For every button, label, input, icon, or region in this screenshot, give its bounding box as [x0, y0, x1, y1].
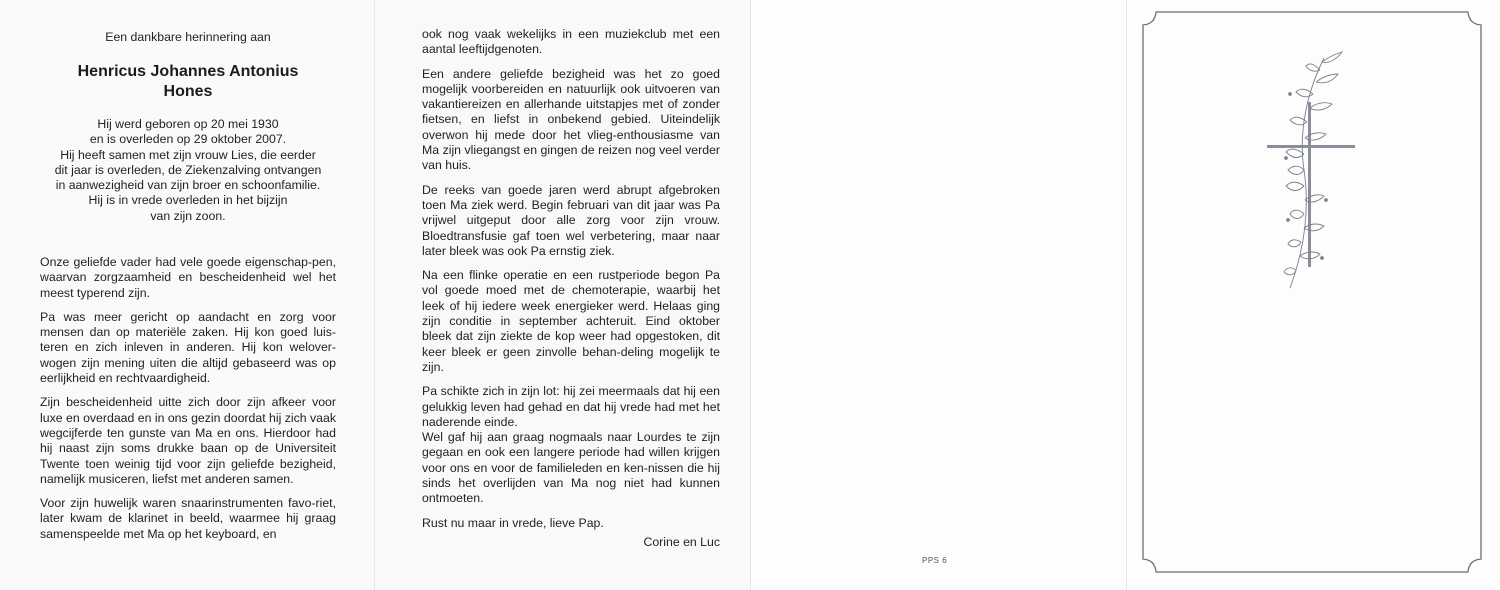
text-column-right: [422, 27, 720, 540]
bio-line: Hij heeft samen met zijn vrouw Lies, die eerder: [60, 147, 316, 162]
cross-with-palm-branch-icon: [1264, 50, 1359, 295]
paragraph: ook nog vaak wekelijks in een muziekclub met een aantal leeftijdgenoten.: [422, 27, 720, 57]
paragraph: Rust nu maar in vrede, lieve Pap.: [422, 515, 604, 530]
bio-line: in aanwezigheid van zijn broer en schoonfamilie.: [55, 178, 321, 193]
paragraph: Na een flinke operatie en een rustperiode begon Pa vol goede moed met de chemoterapie, waarbij het leek of hij iedere week energieker werd. Helaas ging zijn conditie in september achteruit. Eind oktober bleek dat zijn ziekte de kop weer had opgestoken, dit keer bleek er geen zinvolle behan-deling mogelijk te zijn.: [422, 268, 720, 374]
fold-line: [1126, 0, 1127, 590]
text-column-left: [40, 255, 336, 551]
name-line-1: Henricus Johannes Antonius: [77, 63, 299, 80]
fold-line: [750, 0, 751, 590]
name-line-2: Hones: [163, 83, 213, 100]
paragraph: Zijn bescheidenheid uitte zich door zijn afkeer voor luxe en overdaad en in ons gezin doordat hij zich vaak wegcijferde ten gunste van Ma en ons. Hierdoor had hij naast zijn soms drukke baan op de Universiteit Twente toen weinig tijd voor zijn geliefde bezigheid, namelijk musiceren, liefst met anderen samen.: [40, 395, 337, 486]
biography: [40, 117, 336, 224]
card-page-2: [374, 0, 750, 590]
bio-line: dit jaar is overleden, de Ziekenzalving ontvangen: [54, 162, 322, 177]
card-page-3: [750, 0, 1126, 590]
bio-line: van zijn zoon.: [150, 208, 226, 223]
fold-line: [374, 0, 375, 590]
paragraph: Een andere geliefde bezigheid was het zo goed mogelijk voorbereiden en natuurlijk ook uitvoeren van vakantiereizen en allerhande uitstapjes met of zonder fietsen, en liefst in onbekend gebied. Uiteindelijk overwon hij mede door het vlieg-enthousiasme van Ma zijn vliegangst en gingen de reizen nog veel verder van huis.: [422, 66, 720, 173]
signature: Corine en Luc: [643, 535, 720, 549]
intro-line: Een dankbare herinnering aan: [105, 30, 271, 44]
palm-branch-icon: [1284, 52, 1342, 288]
card-page-1: [0, 0, 374, 590]
paragraph: Pa was meer gericht op aandacht en zorg voor mensen dan op materiële zaken. Hij kon goed luis-teren en zich inleven in anderen. Hij kon welover-wogen zijn mening uiten die altijd gebaseerd was op eerlijkheid en rechtvaardigheid.: [40, 309, 336, 386]
bio-line: Hij is in vrede overleden in het bijzijn: [88, 193, 288, 208]
paragraph: Onze geliefde vader had vele goede eigenschap-pen, waarvan zorgzaamheid en bescheidenheid wel het meest typerend zijn.: [40, 255, 336, 300]
paragraph: Voor zijn huwelijk waren snaarinstrumenten favo-riet, later kwam de klarinet in beeld, waarmee hij graag samenspeelde met Ma op het keyboard, en: [40, 496, 336, 541]
paragraph: De reeks van goede jaren werd abrupt afgebroken toen Ma ziek werd. Begin februari van dit jaar was Pa vrijwel uitgeput door alle zorg voor zijn vrouw. Bloedtransfusie gaf toen wel verbetering, maar naar later bleek was ook Pa ernstig ziek.: [422, 182, 720, 258]
card-page-4: [1126, 0, 1500, 590]
paragraph: Pa schikte zich in zijn lot: hij zei meermaals dat hij een gelukkig leven had gehad en dat hij vrede had met het naderende einde. Wel gaf hij aan graag nogmaals naar Lourdes te zijn gegaan en ook een langere periode had willen krijgen voor ons en voor de familieleden en ken-nissen die hij sinds het overlijden van Ma nog niet had kunnen ontmoeten.: [422, 384, 720, 506]
cross-icon: [1267, 102, 1355, 267]
print-code: PPS 6: [922, 556, 948, 565]
bio-line: Hij werd geboren op 20 mei 1930: [97, 117, 279, 131]
deceased-name: [40, 62, 336, 102]
bio-line: en is overleden op 29 oktober 2007.: [89, 132, 287, 147]
